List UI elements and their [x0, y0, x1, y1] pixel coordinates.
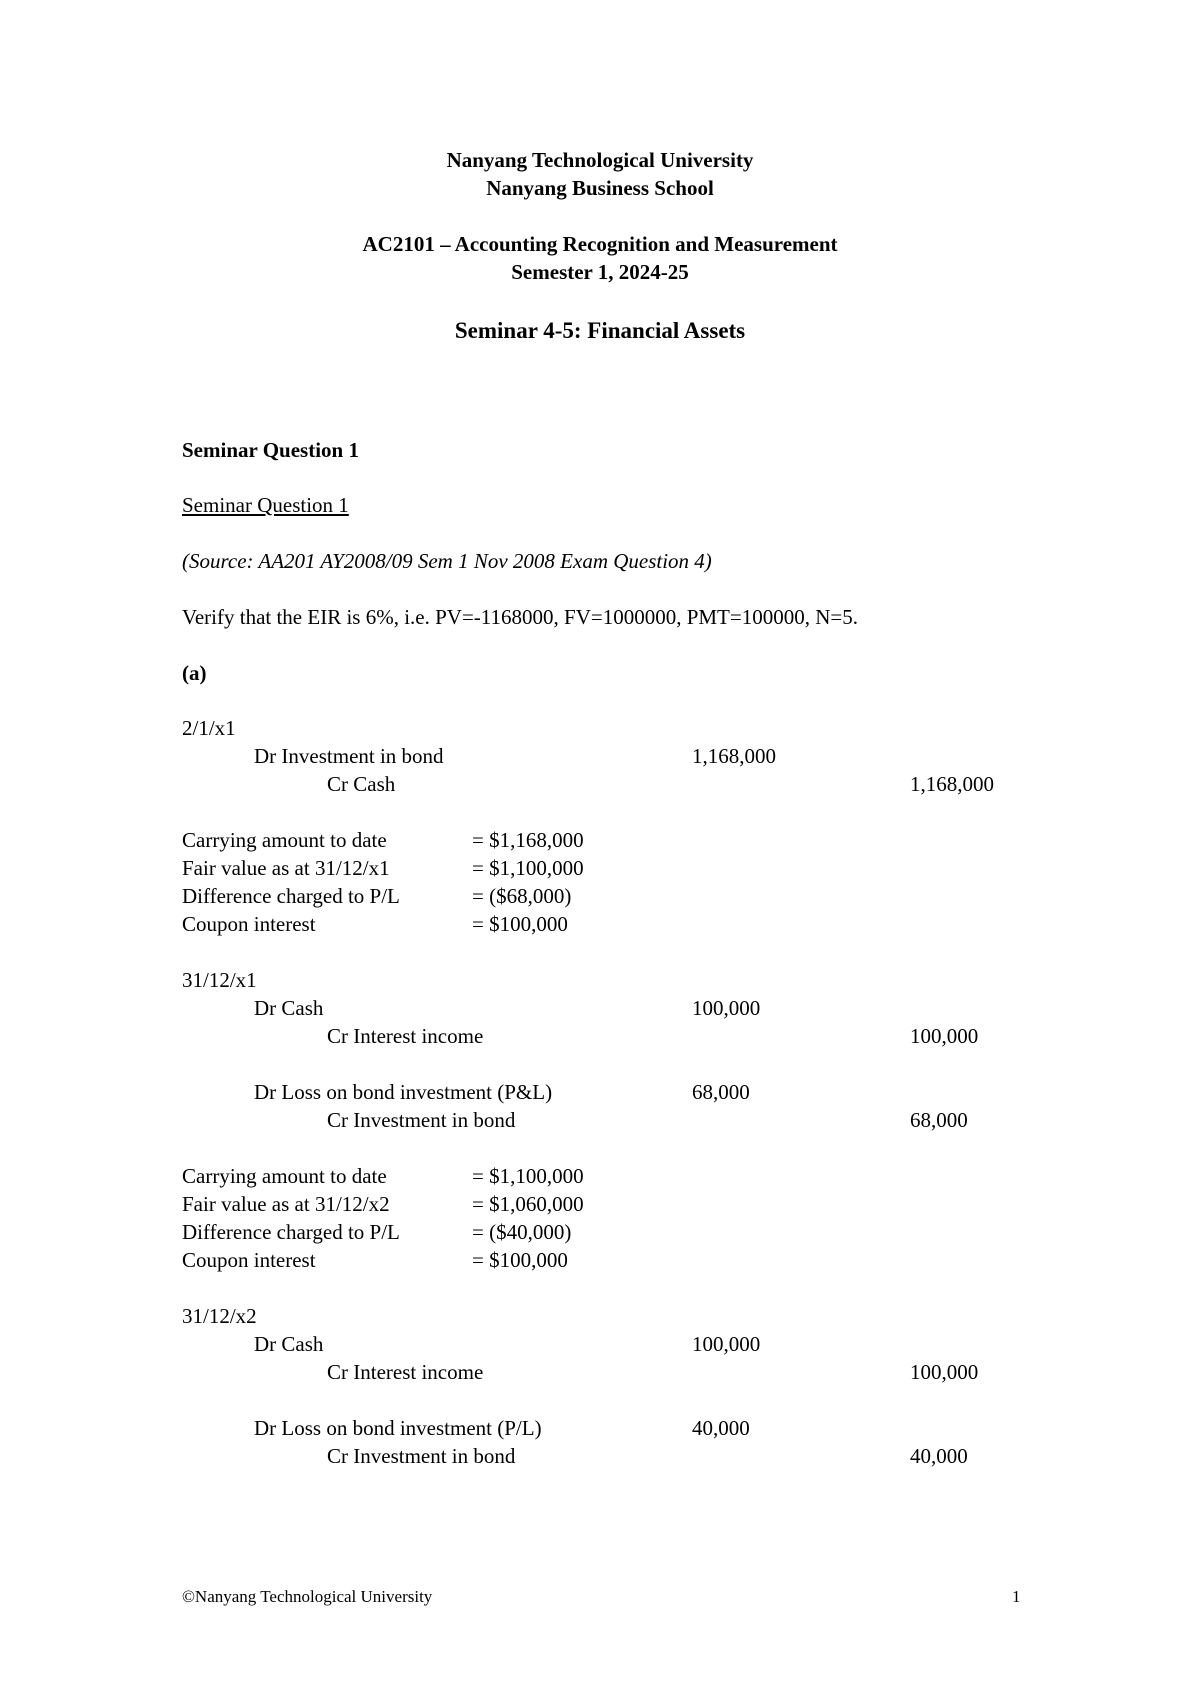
debit-amount: 40,000 — [692, 1416, 750, 1440]
debit-amount: 1,168,000 — [692, 744, 776, 768]
journal-debit: Dr Investment in bond — [254, 744, 444, 768]
credit-amount: 68,000 — [910, 1108, 968, 1132]
calc-value: = ($40,000) — [472, 1220, 572, 1244]
journal-debit: Dr Cash — [254, 996, 324, 1020]
date-label: 2/1/x1 — [182, 716, 236, 740]
calc-value: = $1,100,000 — [472, 856, 584, 880]
calc-label: Fair value as at 31/12/x1 — [182, 856, 390, 880]
date-label: 31/12/x1 — [182, 968, 257, 992]
journal-credit: Cr Investment in bond — [327, 1108, 516, 1132]
calc-value: = $1,168,000 — [472, 828, 584, 852]
footer-copyright: ©Nanyang Technological University — [182, 1587, 433, 1606]
calc-label: Coupon interest — [182, 912, 316, 936]
course-title: AC2101 – Accounting Recognition and Measurement — [362, 232, 838, 256]
credit-amount: 100,000 — [910, 1024, 979, 1048]
credit-amount: 100,000 — [910, 1360, 979, 1384]
journal-credit: Cr Cash — [327, 772, 396, 796]
debit-amount: 68,000 — [692, 1080, 750, 1104]
calc-label: Coupon interest — [182, 1248, 316, 1272]
journal-debit: Dr Loss on bond investment (P/L) — [254, 1416, 542, 1440]
credit-amount: 1,168,000 — [910, 772, 994, 796]
question-heading: Seminar Question 1 — [182, 438, 359, 462]
calc-label: Fair value as at 31/12/x2 — [182, 1192, 390, 1216]
debit-amount: 100,000 — [692, 996, 761, 1020]
journal-credit: Cr Interest income — [327, 1024, 484, 1048]
school-name: Nanyang Business School — [486, 176, 714, 200]
question-subheading: Seminar Question 1 — [182, 493, 349, 517]
calc-value: = $100,000 — [472, 1248, 568, 1272]
semester: Semester 1, 2024-25 — [511, 260, 689, 284]
calc-label: Difference charged to P/L — [182, 1220, 400, 1244]
journal-debit: Dr Loss on bond investment (P&L) — [254, 1080, 553, 1104]
calc-label: Carrying amount to date — [182, 828, 387, 852]
journal-credit: Cr Interest income — [327, 1360, 484, 1384]
journal-debit: Dr Cash — [254, 1332, 324, 1356]
verify-text: Verify that the EIR is 6%, i.e. PV=-1168000, FV=1000000, PMT=100000, N=5. — [182, 605, 858, 629]
date-label: 31/12/x2 — [182, 1304, 257, 1328]
journal-credit: Cr Investment in bond — [327, 1444, 516, 1468]
university-name: Nanyang Technological University — [446, 148, 754, 172]
calc-value: = $1,100,000 — [472, 1164, 584, 1188]
source-note: (Source: AA201 AY2008/09 Sem 1 Nov 2008 Exam Question 4) — [182, 549, 712, 573]
credit-amount: 40,000 — [910, 1444, 968, 1468]
seminar-title: Seminar 4-5: Financial Assets — [454, 318, 746, 343]
calc-value: = $100,000 — [472, 912, 568, 936]
calc-value: = $1,060,000 — [472, 1192, 584, 1216]
calc-label: Difference charged to P/L — [182, 884, 400, 908]
calc-label: Carrying amount to date — [182, 1164, 387, 1188]
debit-amount: 100,000 — [692, 1332, 761, 1356]
page-number: 1 — [1012, 1587, 1021, 1606]
part-label: (a) — [182, 661, 207, 685]
calc-value: = ($68,000) — [472, 884, 572, 908]
